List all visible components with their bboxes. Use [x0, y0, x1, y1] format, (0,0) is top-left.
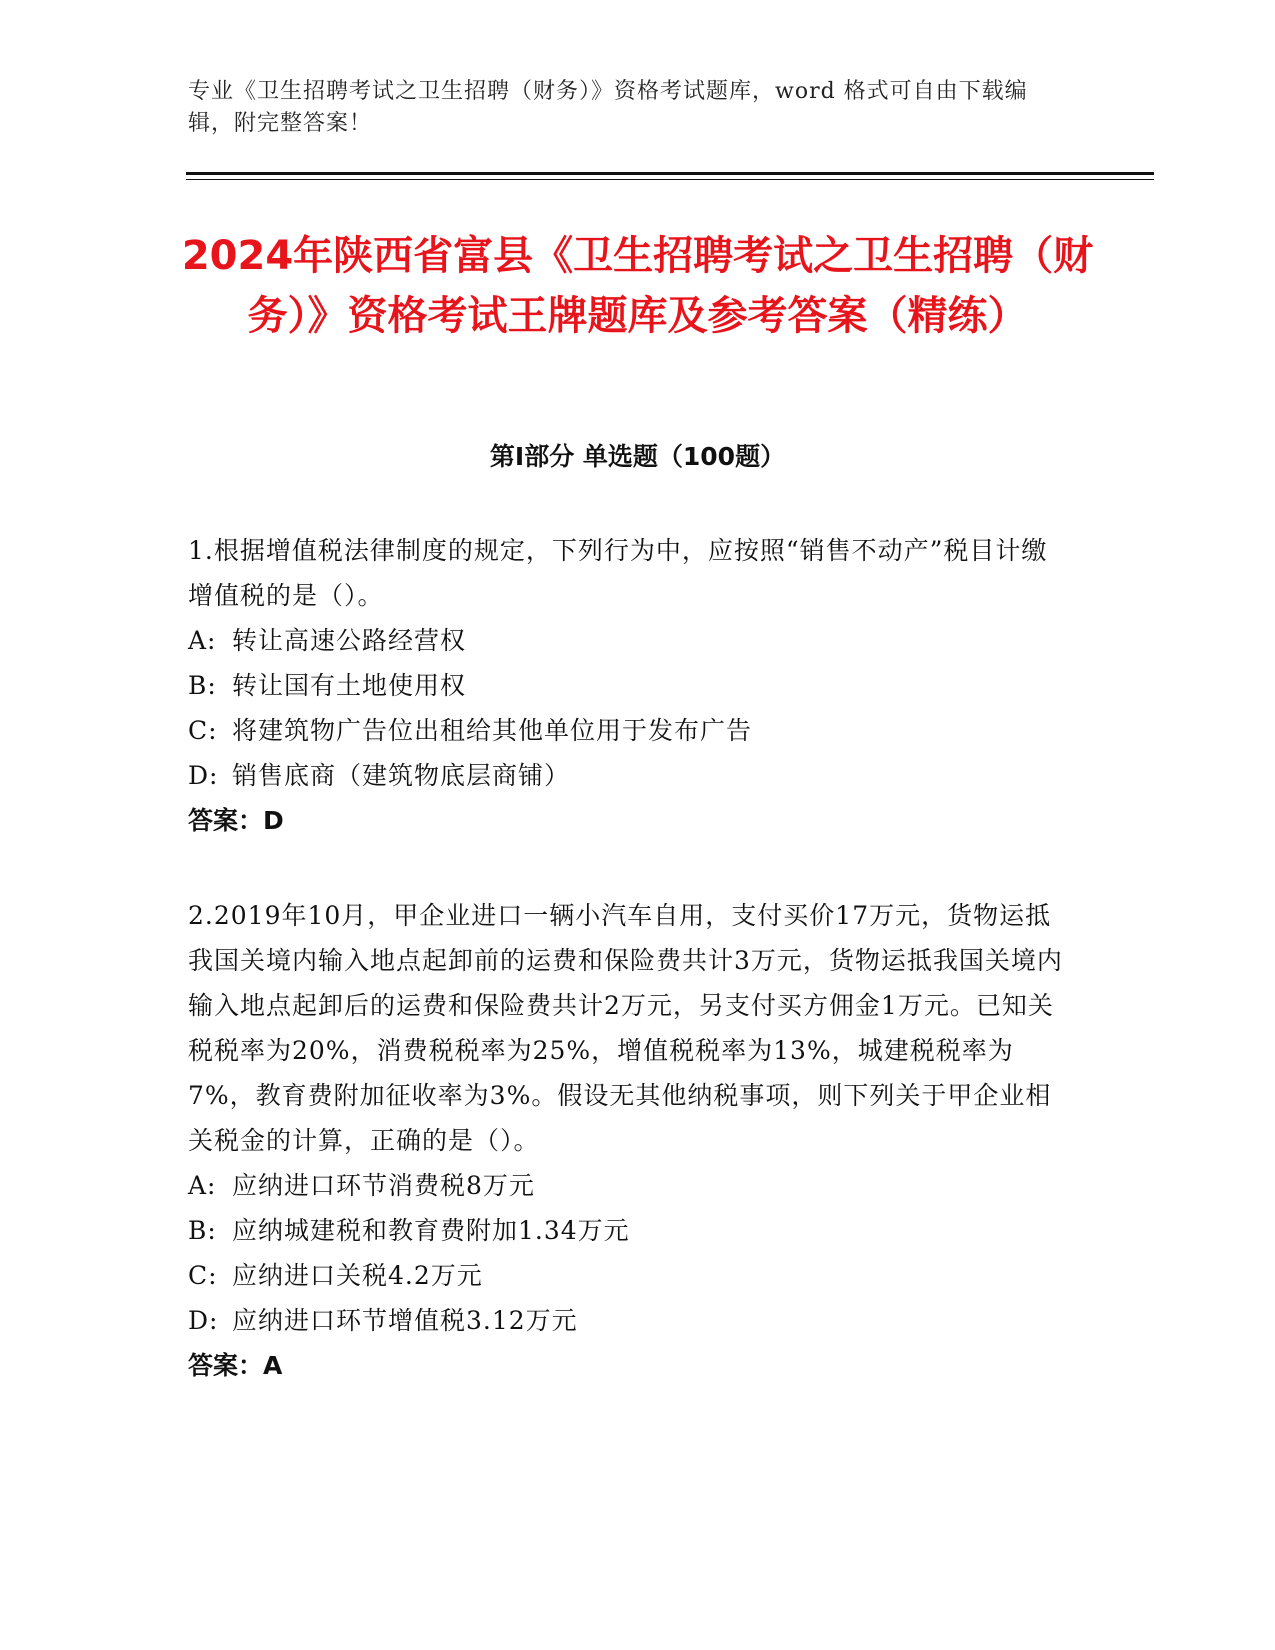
question-2: [188, 893, 1068, 1388]
option-letter: C:: [188, 716, 218, 745]
option-text: 应纳进口关税4.2万元: [232, 1261, 483, 1290]
option-c: [188, 1253, 1068, 1298]
option-letter: A:: [188, 626, 217, 655]
option-letter: B:: [188, 671, 217, 700]
header-note: 专业《卫生招聘考试之卫生招聘（财务）》资格考试题库，word 格式可自由下载编辑，附完整答案！: [188, 79, 1028, 136]
option-text: 转让高速公路经营权: [232, 626, 467, 655]
document-title: 2024年陕西省富县《卫生招聘考试之卫生招聘（财务）》资格考试王牌题库及参考答案（精练）: [181, 233, 1094, 339]
option-text: 应纳进口环节消费税8万元: [232, 1171, 535, 1200]
option-c: [188, 708, 1068, 753]
question-stem: 2.2019年10月，甲企业进口一辆小汽车自用，支付买价17万元，货物运抵我国关境内输入地点起卸前的运费和保险费共计3万元，货物运抵我国关境内输入地点起卸后的运费和保险费共计2万元，另支付买方佣金1万元。已知关税税率为20%，消费税税率为25%，增值税税率为13%，城建税税率为7%，教育费附加征收率为3%。假设无其他纳税事项，则下列关于甲企业相关税金的计算，正确的是（）。: [188, 901, 1063, 1155]
option-b: [188, 663, 1068, 708]
option-text: 将建筑物广告位出租给其他单位用于发布广告: [232, 716, 753, 745]
answer-line: 答案：D: [188, 806, 284, 835]
section-title: 第Ⅰ部分 单选题（100题）: [489, 442, 786, 471]
option-letter: A:: [188, 1171, 217, 1200]
option-b: [188, 1208, 1068, 1253]
option-text: 应纳城建税和教育费附加1.34万元: [232, 1216, 630, 1245]
option-text: 应纳进口环节增值税3.12万元: [232, 1306, 578, 1335]
option-letter: D:: [188, 761, 219, 790]
question-1: [188, 528, 1068, 843]
option-letter: C:: [188, 1261, 218, 1290]
option-letter: D:: [188, 1306, 219, 1335]
header-divider-thin: [186, 179, 1154, 180]
option-text: 销售底商（建筑物底层商铺）: [232, 761, 571, 790]
answer-line: 答案：A: [188, 1351, 283, 1380]
option-d: [188, 1298, 1068, 1343]
header-divider-thick: [186, 172, 1154, 175]
option-a: [188, 618, 1068, 663]
option-letter: B:: [188, 1216, 217, 1245]
option-a: [188, 1163, 1068, 1208]
question-stem: 1.根据增值税法律制度的规定，下列行为中，应按照“销售不动产”税目计缴增值税的是（）。: [188, 536, 1048, 610]
option-text: 转让国有土地使用权: [232, 671, 467, 700]
option-d: [188, 753, 1068, 798]
